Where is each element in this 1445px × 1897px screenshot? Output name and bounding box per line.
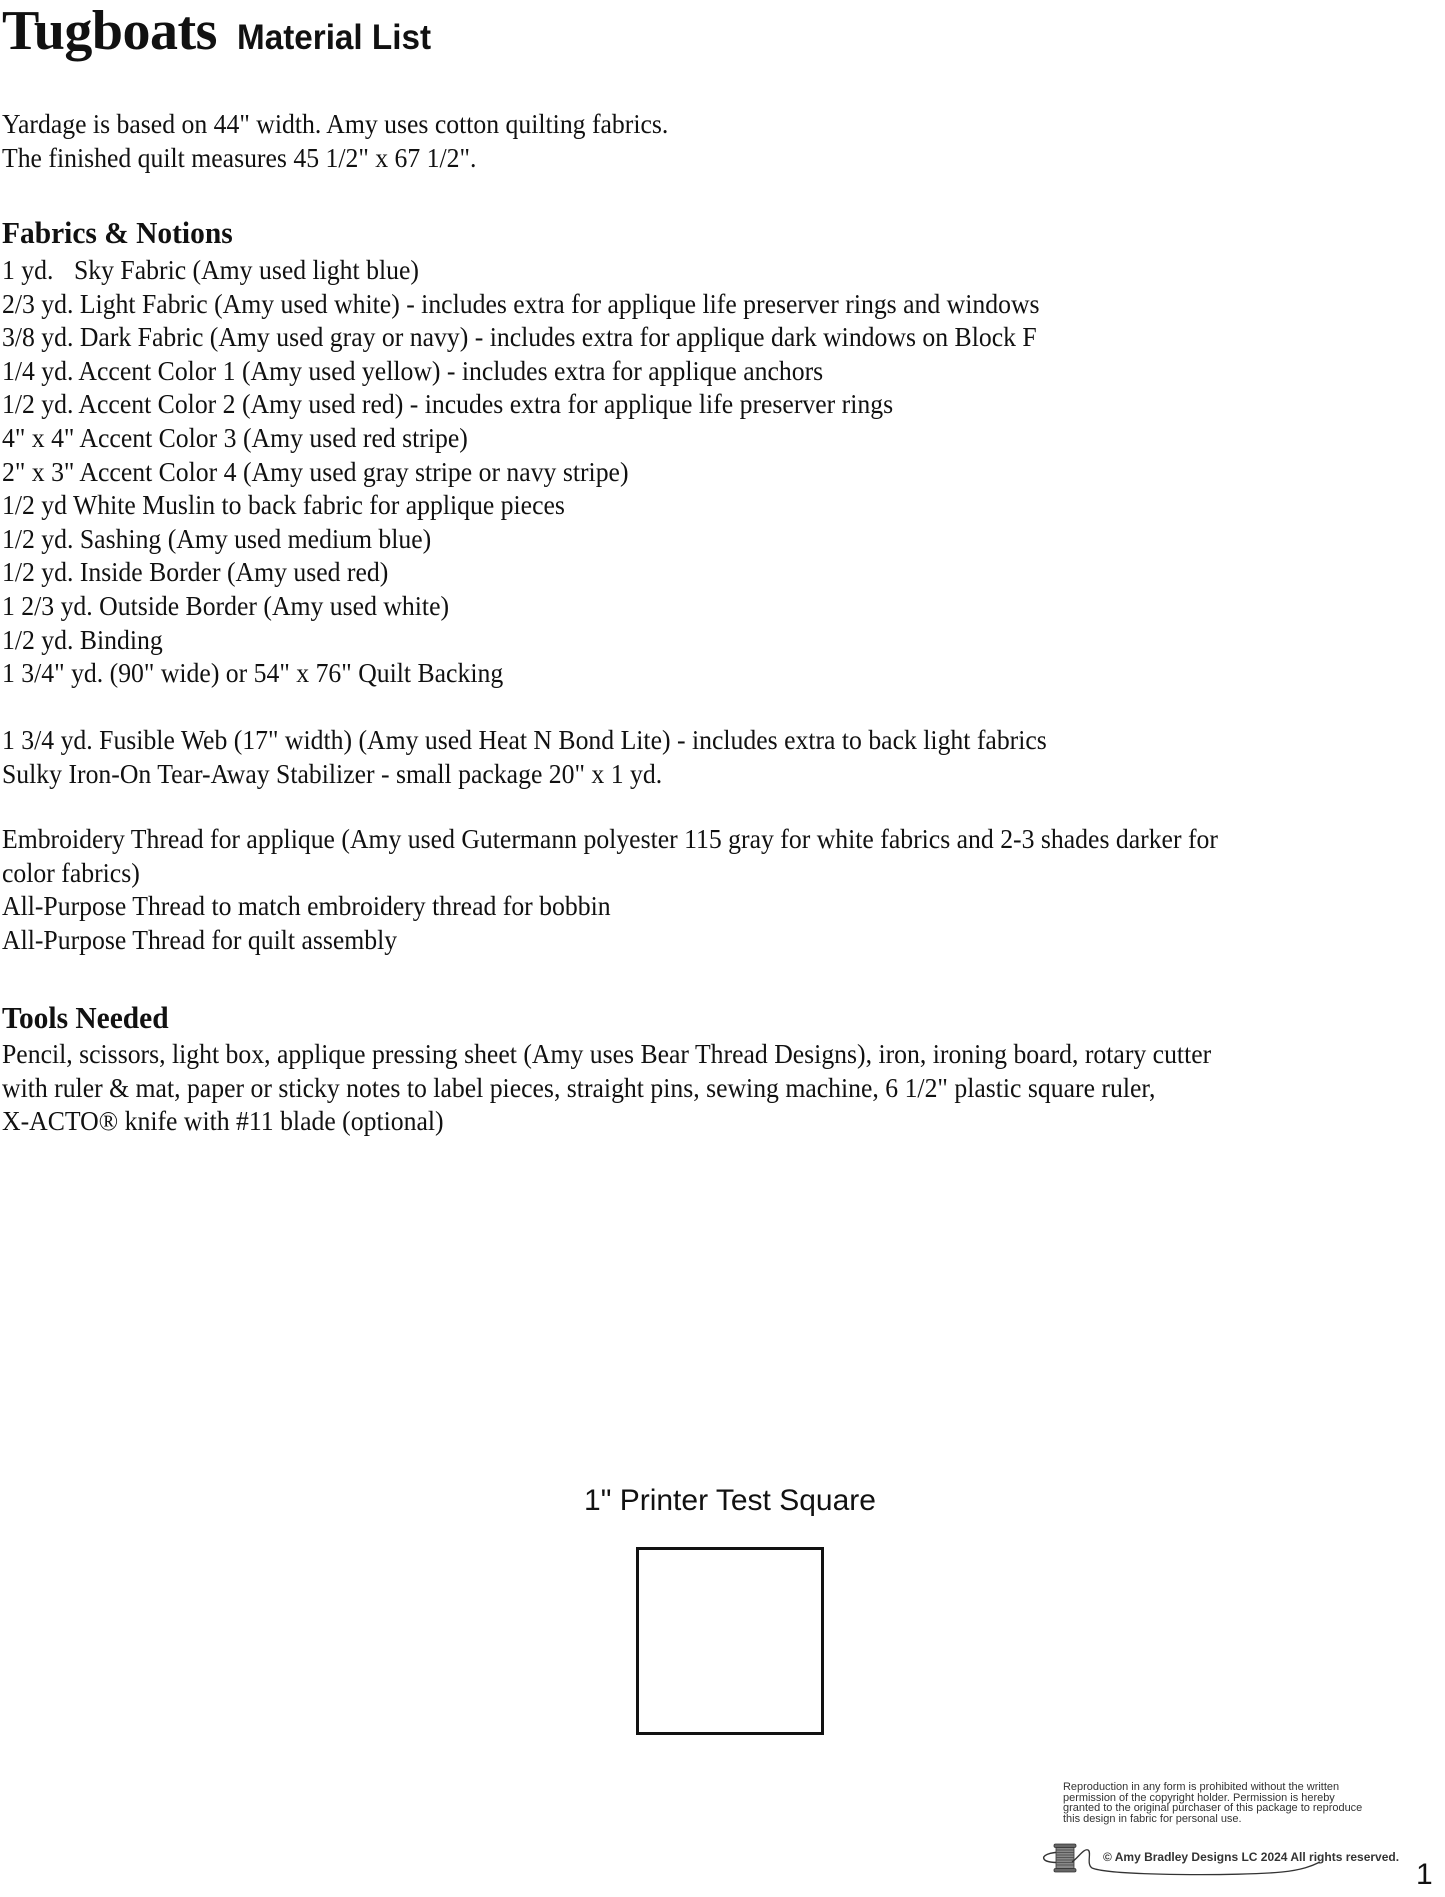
item-description: Sky Fabric (Amy used light blue) — [73, 254, 419, 285]
list-item: 1/2 yd White Muslin to back fabric for applique pieces — [2, 489, 565, 521]
list-item: Sulky Iron-On Tear-Away Stabilizer - small package 20" x 1 yd. — [2, 757, 663, 789]
tools-line: X-ACTO® knife with #11 blade (optional) — [2, 1105, 444, 1137]
list-item: 1/2 yd. Accent Color 2 (Amy used red) - incudes extra for applique life preserver rings — [2, 388, 894, 420]
list-item-continued: color fabrics) — [2, 856, 140, 888]
list-item: 1 3/4" yd. (90" wide) or 54" x 76" Quilt Backing — [2, 657, 504, 689]
printer-test-square — [636, 1547, 824, 1735]
intro-line: Yardage is based on 44" width. Amy uses cotton quilting fabrics. — [2, 108, 669, 139]
notions-list — [2, 723, 1047, 790]
tools-line: Pencil, scissors, light box, applique pressing sheet (Amy uses Bear Thread Designs), iron, ironing board, rotary cutter — [2, 1038, 1212, 1069]
intro-line: The finished quilt measures 45 1/2" x 67 1/2". — [2, 141, 477, 173]
fabrics-list — [2, 253, 1040, 690]
page-number: 1 — [1416, 1858, 1433, 1891]
page-header — [2, 0, 441, 66]
list-item — [2, 253, 1040, 287]
notice-line: Reproduction in any form is prohibited without the written — [1063, 1781, 1340, 1793]
notice-line: permission of the copyright holder. Permission is hereby — [1063, 1791, 1335, 1804]
list-item: All-Purpose Thread to match embroidery thread for bobbin — [2, 890, 611, 922]
list-item: 1/2 yd. Binding — [2, 623, 163, 655]
list-item: 4" x 4" Accent Color 3 (Amy used red stripe) — [2, 421, 468, 453]
list-item: 1 3/4 yd. Fusible Web (17" width) (Amy used Heat N Bond Lite) - includes extra to back light fabrics — [2, 724, 1047, 755]
notice-line: granted to the original purchaser of this package to reproduce — [1063, 1802, 1363, 1815]
fabrics-heading: Fabrics & Notions — [2, 215, 233, 250]
copyright-text: © Amy Bradley Designs LC 2024 All rights reserved. — [1103, 1850, 1400, 1864]
list-item: 1/2 yd. Sashing (Amy used medium blue) — [2, 522, 432, 554]
footer-brand — [1042, 1842, 1400, 1882]
list-item: 1/4 yd. Accent Color 1 (Amy used yellow) - includes extra for applique anchors — [2, 354, 824, 386]
tools-heading: Tools Needed — [2, 1000, 169, 1035]
page-title: Tugboats — [2, 0, 217, 62]
list-item: 2" x 3" Accent Color 4 (Amy used gray stripe or navy stripe) — [2, 455, 629, 487]
intro-paragraph — [2, 107, 668, 174]
thread-list — [2, 822, 1218, 956]
notice-line: this design in fabric for personal use. — [1063, 1812, 1242, 1825]
list-item: 2/3 yd. Light Fabric (Amy used white) - includes extra for applique life preserver rings and windows — [2, 287, 1040, 319]
tools-paragraph — [2, 1037, 1211, 1138]
item-quantity: 1 yd. — [2, 254, 54, 285]
copyright-notice — [1063, 1782, 1393, 1824]
list-item: 1 2/3 yd. Outside Border (Amy used white) — [2, 589, 450, 621]
list-item: 1/2 yd. Inside Border (Amy used red) — [2, 556, 389, 588]
tools-line: with ruler & mat, paper or sticky notes to label pieces, straight pins, sewing machine, 6 1/2" plastic square ruler, — [2, 1071, 1156, 1103]
list-item: All-Purpose Thread for quilt assembly — [2, 923, 398, 955]
list-item: 3/8 yd. Dark Fabric (Amy used gray or navy) - includes extra for applique dark windows on Block F — [2, 321, 1037, 353]
list-item: Embroidery Thread for applique (Amy used Gutermann polyester 115 gray for white fabrics and 2-3 shades darker for — [2, 823, 1218, 854]
page-subtitle: Material List — [236, 18, 431, 57]
test-square-label: 1" Printer Test Square — [584, 1484, 876, 1517]
